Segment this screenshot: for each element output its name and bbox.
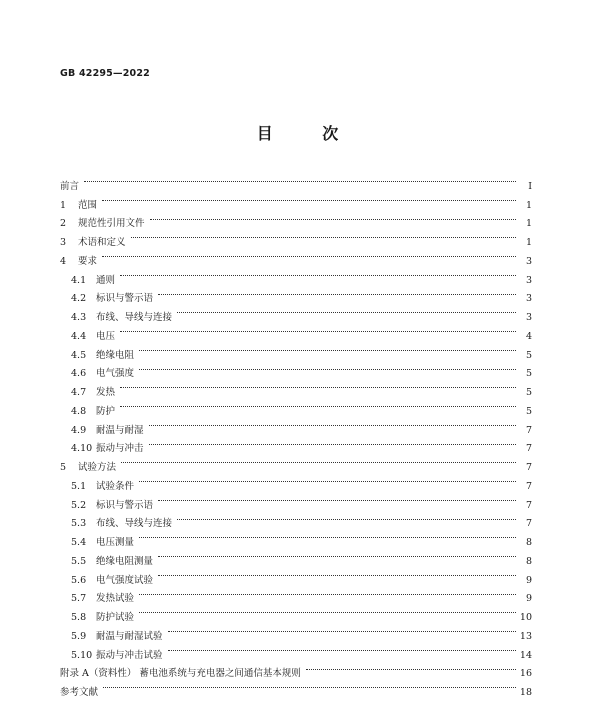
toc-dot-leader	[100, 245, 518, 264]
toc-entry-page: 7	[525, 443, 532, 455]
toc-entry-number: 4.10	[71, 443, 93, 455]
toc-dot-leader	[147, 433, 518, 452]
toc-dot-leader	[147, 414, 518, 433]
toc-entry-label: 绝缘电阻测量	[96, 555, 154, 567]
toc-entry-number: 5.10	[71, 649, 93, 661]
toc-entry-page: 1	[525, 218, 532, 230]
toc-entry-page: 3	[525, 274, 532, 286]
toc-entry[interactable]	[60, 189, 532, 211]
toc-entry-page: 8	[525, 537, 532, 548]
toc-entry-page: 5	[525, 387, 532, 398]
toc-entry-number: 4.7	[71, 387, 87, 398]
toc-entry-label: 试验条件	[96, 480, 135, 492]
toc-entry-page: 7	[525, 424, 532, 436]
toc-entry-label: 发热试验	[96, 593, 135, 605]
toc-entry-number: 5.5	[71, 555, 87, 567]
toc-dot-leader	[82, 170, 518, 189]
toc-entry-page: 1	[525, 199, 532, 211]
toc-entry[interactable]	[60, 320, 532, 342]
toc-entry-number: 3	[60, 237, 67, 248]
toc-entry-label: 电压	[96, 330, 116, 342]
toc-entry-page: 7	[525, 518, 532, 530]
toc-entry-number: 4.2	[71, 293, 87, 305]
toc-dot-leader	[175, 301, 518, 320]
toc-entry-page: I	[528, 180, 532, 192]
toc-entry-label: 通则	[96, 274, 116, 286]
toc-entry-label: 振动与冲击试验	[96, 649, 163, 661]
toc-entry-label: 要求	[78, 255, 98, 267]
toc-entry-number: 4.9	[71, 424, 87, 436]
toc-entry-label: 绝缘电阻	[96, 349, 135, 361]
toc-entry[interactable]	[60, 245, 532, 267]
toc-entry-page: 1	[525, 237, 532, 248]
toc-entry-number: 5.6	[71, 574, 87, 586]
toc-entry-page: 3	[525, 312, 532, 323]
toc-dot-leader	[148, 208, 518, 227]
toc-entry-number: 5.2	[71, 499, 87, 511]
standard-code: GB 42295—2022	[60, 68, 150, 79]
toc-entry-page: 5	[525, 368, 532, 380]
toc-entry-number: 5.7	[71, 593, 87, 605]
toc-entry-number: 4.1	[71, 274, 87, 286]
toc-dot-leader	[129, 226, 518, 245]
toc-entry-label: 布线、导线与连接	[96, 518, 173, 530]
toc-entry-page: 9	[525, 574, 532, 586]
toc-entry-page: 5	[525, 405, 532, 417]
toc-entry-label: 标识与警示语	[96, 293, 154, 305]
toc-entry-number: 2	[60, 218, 67, 230]
toc-entry-label: 试验方法	[78, 462, 117, 473]
toc-entry-number: 4	[60, 255, 67, 267]
toc-entry-number: 1	[60, 199, 67, 211]
toc-entry-label: 耐温与耐湿	[96, 424, 144, 436]
toc-dot-leader	[101, 676, 518, 695]
toc-entry-page: 7	[525, 480, 532, 492]
toc-dot-leader	[166, 620, 518, 639]
toc-dot-leader	[100, 189, 518, 208]
toc-entry-page: 9	[525, 593, 532, 605]
toc-entry-label: 标识与警示语	[96, 499, 154, 511]
toc-entry[interactable]	[60, 676, 532, 698]
toc-entry-number: 4.8	[71, 405, 87, 417]
toc-dot-leader	[137, 526, 518, 545]
toc-dot-leader	[137, 601, 518, 620]
toc-entry[interactable]	[60, 208, 532, 230]
toc-dot-leader	[137, 358, 518, 377]
toc-entry-page: 10	[519, 612, 532, 623]
toc-entry-label: 电压测量	[96, 537, 135, 548]
toc-dot-leader	[118, 376, 518, 395]
toc-entry[interactable]	[60, 226, 532, 248]
toc-entry[interactable]	[60, 283, 532, 305]
toc-entry-label: 规范性引用文件	[78, 218, 145, 230]
toc-entry-page: 18	[519, 687, 532, 698]
toc-entry[interactable]	[60, 376, 532, 398]
toc-entry-page: 4	[525, 330, 532, 342]
toc-entry-number: 5.4	[71, 537, 87, 548]
toc-dot-leader	[156, 564, 518, 583]
toc-entry-label: 防护试验	[96, 612, 135, 623]
toc-entry-label: 前言	[60, 180, 80, 192]
toc-entry-page: 16	[519, 668, 532, 680]
toc-entry[interactable]	[60, 170, 532, 192]
toc-entry[interactable]	[60, 470, 532, 492]
toc-dot-leader	[118, 320, 518, 339]
toc-dot-leader	[156, 283, 518, 302]
toc-entry[interactable]	[60, 451, 532, 473]
toc-entry-number: 4.4	[71, 330, 87, 342]
toc-entry-number: 4.3	[71, 312, 87, 323]
toc-entry[interactable]	[60, 395, 532, 417]
toc-dot-leader	[304, 658, 518, 677]
toc-dot-leader	[166, 639, 518, 658]
toc-entry-page: 5	[525, 349, 532, 361]
toc-entry-number: 5.3	[71, 518, 87, 530]
toc-entry-page: 8	[525, 555, 532, 567]
toc-dot-leader	[156, 489, 518, 508]
toc-entry-label: 范围	[78, 199, 98, 211]
toc-dot-leader	[175, 508, 518, 527]
toc-dot-leader	[156, 545, 518, 564]
toc-list	[60, 170, 532, 698]
toc-dot-leader	[137, 339, 518, 358]
toc-entry-label: 振动与冲击	[96, 443, 144, 455]
toc-entry-number: 5.1	[71, 480, 87, 492]
toc-dot-leader	[118, 264, 518, 283]
toc-entry-label: 发热	[96, 387, 116, 398]
page-title: 目 次	[256, 124, 361, 143]
toc-dot-leader	[119, 451, 518, 470]
toc-entry-label: 耐温与耐湿试验	[96, 630, 163, 642]
toc-entry-label: 附录 A（资料性） 蓄电池系统与充电器之间通信基本规则	[60, 668, 301, 680]
toc-entry-page: 7	[525, 499, 532, 511]
toc-dot-leader	[137, 583, 518, 602]
toc-entry-label: 电气强度试验	[96, 574, 154, 586]
toc-entry-page: 3	[525, 293, 532, 305]
toc-entry-number: 5	[60, 462, 67, 473]
toc-entry-number: 4.6	[71, 368, 87, 380]
toc-entry-page: 13	[519, 630, 532, 642]
toc-entry[interactable]	[60, 339, 532, 361]
toc-entry-label: 防护	[96, 405, 116, 417]
toc-entry-page: 3	[525, 255, 532, 267]
toc-dot-leader	[137, 470, 518, 489]
toc-entry-label: 布线、导线与连接	[96, 312, 173, 323]
toc-entry-label: 参考文献	[60, 687, 99, 698]
toc-entry-number: 4.5	[71, 349, 87, 361]
toc-dot-leader	[118, 395, 518, 414]
toc-entry-page: 14	[519, 649, 532, 661]
toc-entry-page: 7	[525, 462, 532, 473]
toc-entry[interactable]	[60, 414, 532, 436]
toc-entry[interactable]	[60, 264, 532, 286]
toc-entry-label: 电气强度	[96, 368, 135, 380]
toc-entry-number: 5.9	[71, 630, 87, 642]
toc-entry-label: 术语和定义	[78, 237, 126, 248]
toc-entry-number: 5.8	[71, 612, 87, 623]
